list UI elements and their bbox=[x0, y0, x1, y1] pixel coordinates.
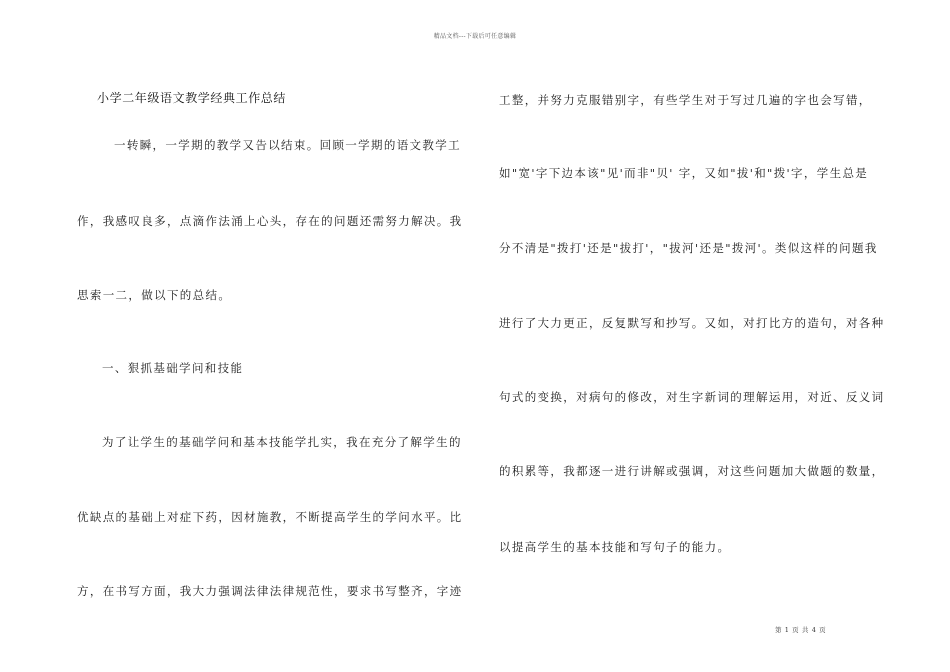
paragraph-line: 为了让学生的基础学问和基本技能学扎实，我在充分了解学生的 bbox=[102, 435, 462, 449]
document-header-note: 精品文档---下载后可任意编辑 bbox=[433, 33, 517, 40]
paragraph-line: 工整，并努力克服错别字，有些学生对于写过几遍的字也会写错， bbox=[499, 93, 872, 107]
paragraph-line: 一转瞬，一学期的教学又告以结束。回顾一学期的语文教学工 bbox=[114, 138, 461, 152]
paragraph-line: 句式的变换，对病句的修改，对生字新词的理解运用，对近、反义词 bbox=[499, 390, 885, 404]
paragraph-line: 思索一二，做以下的总结。 bbox=[77, 288, 232, 302]
paragraph-line: 优缺点的基础上对症下药，因材施教，不断提高学生的学问水平。比 bbox=[77, 510, 463, 524]
document-title: 小学二年级语文教学经典工作总结 bbox=[97, 91, 287, 105]
paragraph-line: 方，在书写方面，我大力强调法律法律规范性，要求书写整齐，字迹 bbox=[77, 584, 463, 598]
paragraph-line: 作，我感叹良多，点滴作法涌上心头，存在的问题还需努力解决。我 bbox=[77, 214, 463, 228]
page-number-indicator: 第 1 页 共 4 页 bbox=[775, 626, 827, 634]
paragraph-line: 如"宽'字下边本该"见'而非"贝' 字，又如"拔'和"拨'字，学生总是 bbox=[499, 166, 869, 180]
paragraph-line: 进行了大力更正，反复默写和抄写。又如，对打比方的造句，对各种 bbox=[499, 316, 885, 330]
paragraph-line: 以提高学生的基本技能和写句子的能力。 bbox=[499, 540, 731, 554]
paragraph-line: 分不清是"拨打'还是"拔打'，"拔河'还是"拨河'。类似这样的问题我 bbox=[499, 241, 878, 255]
paragraph-line: 的积累等，我都逐一进行讲解或强调，对这些问题加大做题的数量， bbox=[499, 464, 885, 478]
section-heading: 一、狠抓基础学问和技能 bbox=[102, 361, 244, 375]
